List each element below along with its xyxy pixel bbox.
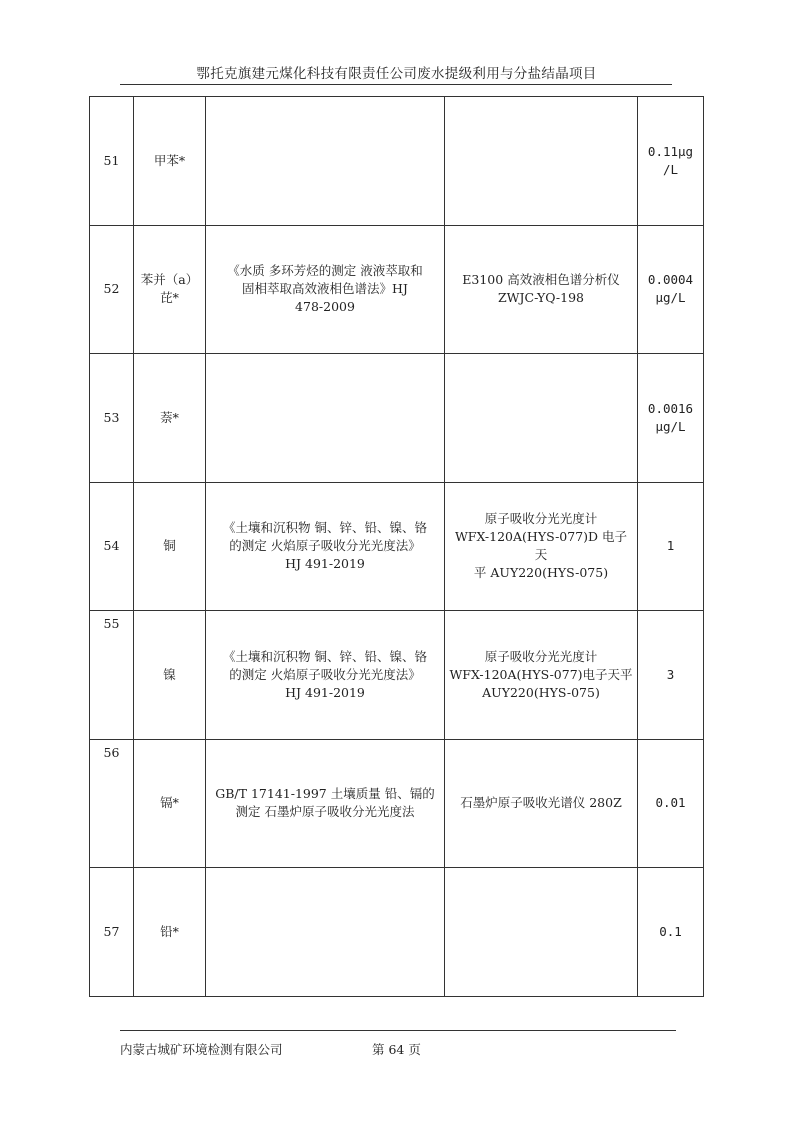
detection-limit: 0.0016 μg/L: [638, 354, 704, 483]
instrument: [445, 354, 638, 483]
row-number: 54: [90, 482, 134, 611]
row-number: 53: [90, 354, 134, 483]
header-rule: [120, 84, 672, 85]
detection-limit: 0.1: [638, 868, 704, 997]
row-number: 55: [90, 611, 134, 740]
instrument: [445, 868, 638, 997]
item-name: 镉*: [134, 739, 206, 868]
detection-limit: 0.11μg /L: [638, 97, 704, 226]
page-header-title: 鄂托克旗建元煤化科技有限责任公司废水提级利用与分盐结晶项目: [196, 66, 597, 82]
method-standard: [206, 97, 445, 226]
detection-limit: 3: [638, 611, 704, 740]
instrument: 石墨炉原子吸收光谱仪 280Z: [445, 739, 638, 868]
footer-company: 内蒙古城矿环境检测有限公司: [120, 1042, 283, 1057]
item-name: 萘*: [134, 354, 206, 483]
row-number: 51: [90, 97, 134, 226]
detection-limit: 0.01: [638, 739, 704, 868]
method-standard: 《水质 多环芳烃的测定 液液萃取和 固相萃取高效液相色谱法》HJ 478-2009: [206, 225, 445, 354]
table-row: [90, 611, 704, 740]
row-number: 52: [90, 225, 134, 354]
method-standard: 《土壤和沉积物 铜、锌、铅、镍、铬 的测定 火焰原子吸收分光光度法》 HJ 491-2019: [206, 482, 445, 611]
method-standard: GB/T 17141-1997 土壤质量 铅、镉的 测定 石墨炉原子吸收分光光度法: [206, 739, 445, 868]
row-number: 56: [90, 739, 134, 868]
table-row: [90, 225, 704, 354]
page-number: 第 64 页: [372, 1042, 421, 1057]
instrument: 原子吸收分光光度计 WFX-120A(HYS-077)电子天平 AUY220(HYS-075): [445, 611, 638, 740]
detection-methods-table: [89, 96, 704, 997]
instrument: 原子吸收分光光度计 WFX-120A(HYS-077)D 电子天 平 AUY220(HYS-075): [445, 482, 638, 611]
item-name: 铅*: [134, 868, 206, 997]
detection-limit: 0.0004 μg/L: [638, 225, 704, 354]
table-row: [90, 482, 704, 611]
footer-rule: [120, 1030, 676, 1031]
table-row: [90, 739, 704, 868]
table-row: [90, 97, 704, 226]
method-standard: 《土壤和沉积物 铜、锌、铅、镍、铬 的测定 火焰原子吸收分光光度法》 HJ 491-2019: [206, 611, 445, 740]
table-row: [90, 868, 704, 997]
item-name: 铜: [134, 482, 206, 611]
item-name: 苯并（a） 芘*: [134, 225, 206, 354]
instrument: [445, 97, 638, 226]
detection-limit: 1: [638, 482, 704, 611]
item-name: 镍: [134, 611, 206, 740]
item-name: 甲苯*: [134, 97, 206, 226]
method-standard: [206, 354, 445, 483]
instrument: E3100 高效液相色谱分析仪 ZWJC-YQ-198: [445, 225, 638, 354]
row-number: 57: [90, 868, 134, 997]
method-standard: [206, 868, 445, 997]
table-row: [90, 354, 704, 483]
